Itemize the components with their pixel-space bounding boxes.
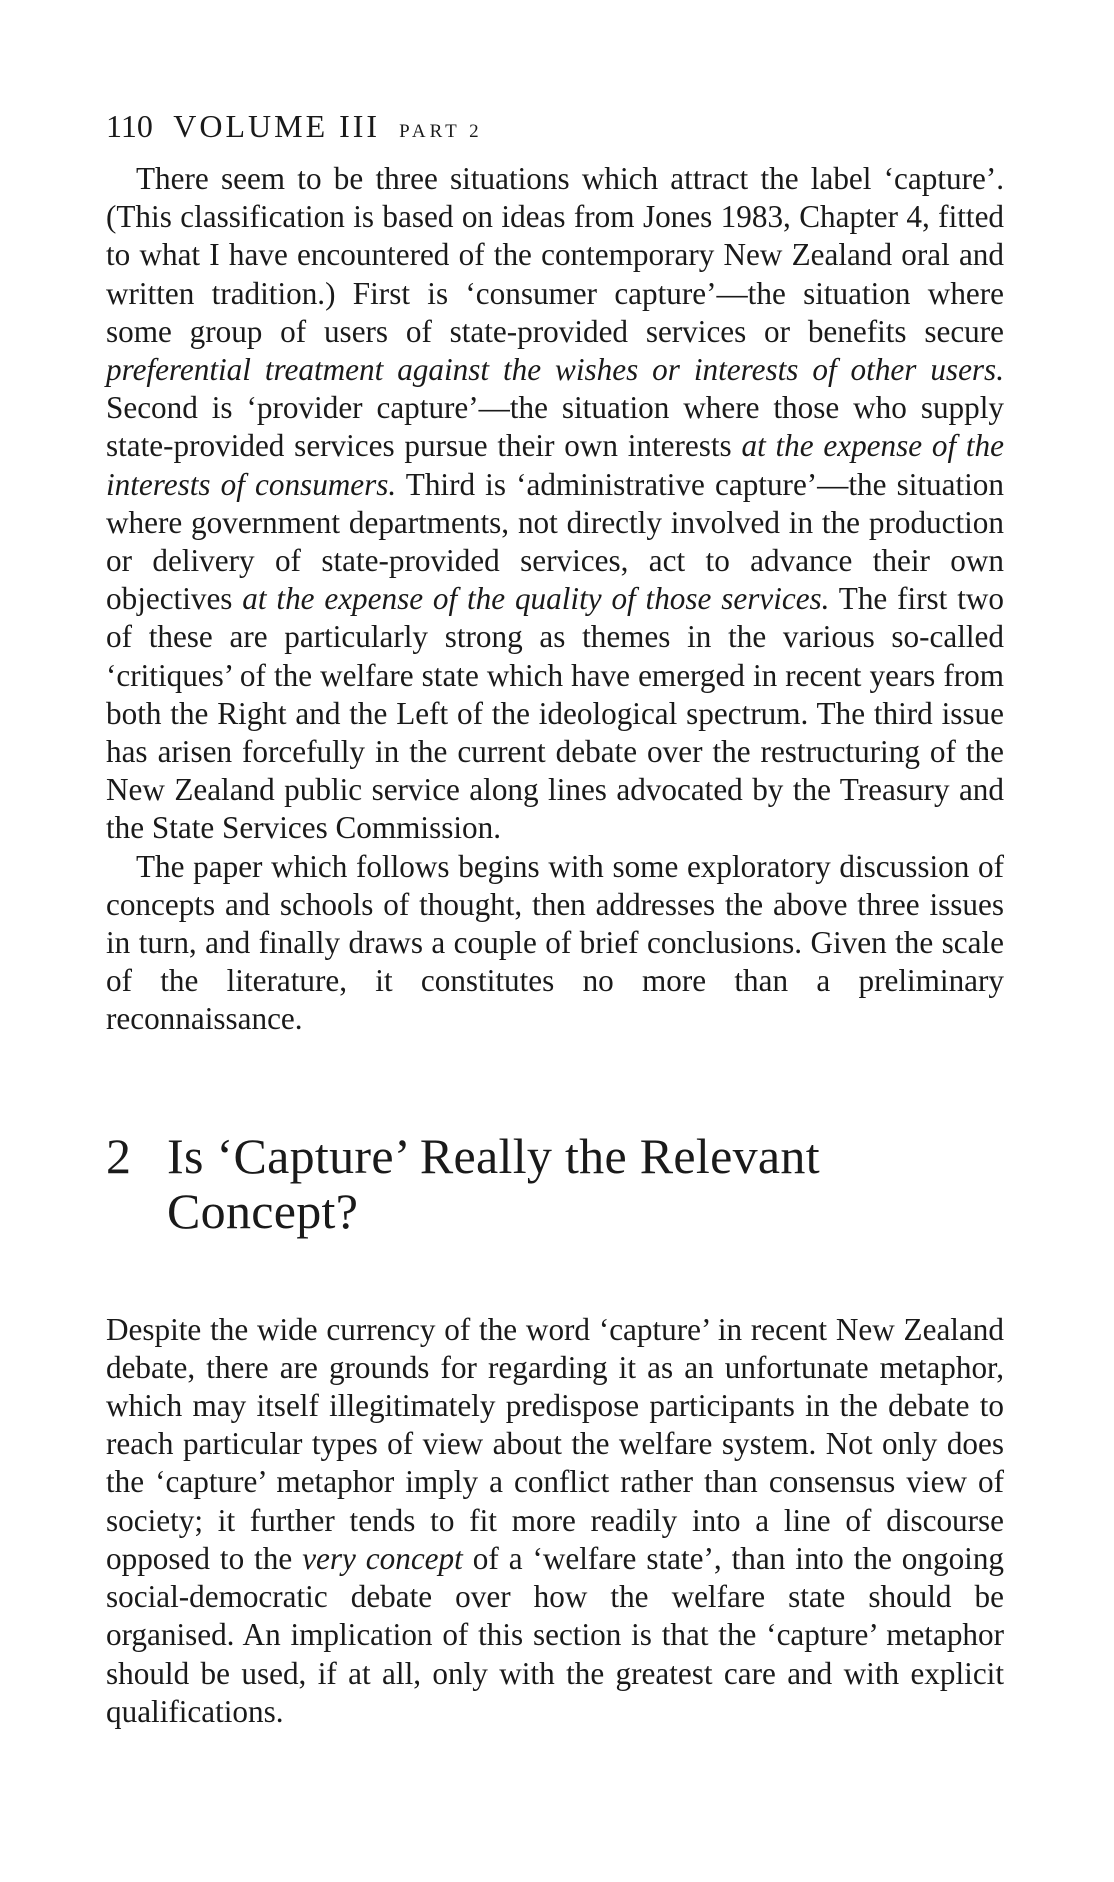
paragraph-capture-situations	[106, 160, 1004, 848]
emphasis: very concept	[302, 1540, 463, 1576]
part-label: PART 2	[399, 121, 483, 142]
paragraph-capture-metaphor	[106, 1311, 1004, 1731]
text-run: Despite the wide currency of the word ‘capture’ in recent New Zealand debate, there are grounds for regarding it as an unfortunate metaphor, which may itself illegitimately predispose participants in the debate to reach particular types of view about the welfare system. Not only does the ‘capture’ metaphor imply a conflict rather than consensus view of society; it further tends to fit more readily into a line of discourse opposed to the	[106, 1311, 1004, 1576]
text-run: Third is ‘administrative capture’—the situation where government departments, not directly involved in the production or delivery of state-provided services, act to advance their own objectives	[106, 466, 1004, 617]
page-number: 110	[106, 108, 153, 144]
text-run: There seem to be three situations which attract the label ‘capture’. (This classification is based on ideas from Jones 1983, Chapter 4, fitted to what I have encountered of the contemporary New Zealand oral and written tradition.) First is ‘consumer capture’—the situation where some group of users of state-provided services or benefits secure	[106, 161, 1004, 349]
text-run: Second is ‘provider capture’—the situation where those who supply state-provided services pursue their own interests	[106, 390, 1004, 464]
emphasis: at the expense of the quality of those services.	[242, 581, 830, 617]
section-heading	[106, 1129, 1004, 1239]
section-title: Is ‘Capture’ Really the Relevant Concept?	[167, 1127, 820, 1239]
running-head	[106, 110, 1004, 142]
emphasis: at the expense of the interests of consumers.	[106, 428, 1004, 502]
text-run: of a ‘welfare state’, than into the ongoing social-democratic debate over how the welfare state should be organised. An implication of this section is that the ‘capture’ metaphor should be used, if at all, only with the greatest care and with explicit qualifications.	[106, 1540, 1005, 1729]
paragraph-paper-outline: The paper which follows begins with some exploratory discussion of concepts and schools of thought, then addresses the above three issues in turn, and finally draws a couple of brief conclusions. Given the scale of the literature, it constitutes no more than a preliminary reconnaissance.	[106, 848, 1004, 1037]
volume-label: VOLUME III	[173, 108, 381, 144]
page	[106, 110, 1004, 1731]
text-run: The first two of these are particularly strong as themes in the various so-called ‘critiques’ of the welfare state which have emerged in recent years from both the Right and the Left of the ideological spectrum. The third issue has arisen forcefully in the current debate over the restructuring of the New Zealand public service along lines advocated by the Treasury and the State Services Commission.	[106, 581, 1004, 846]
section-number: 2	[106, 1127, 132, 1184]
emphasis: preferential treatment against the wishes or interests of other users.	[106, 352, 1004, 388]
